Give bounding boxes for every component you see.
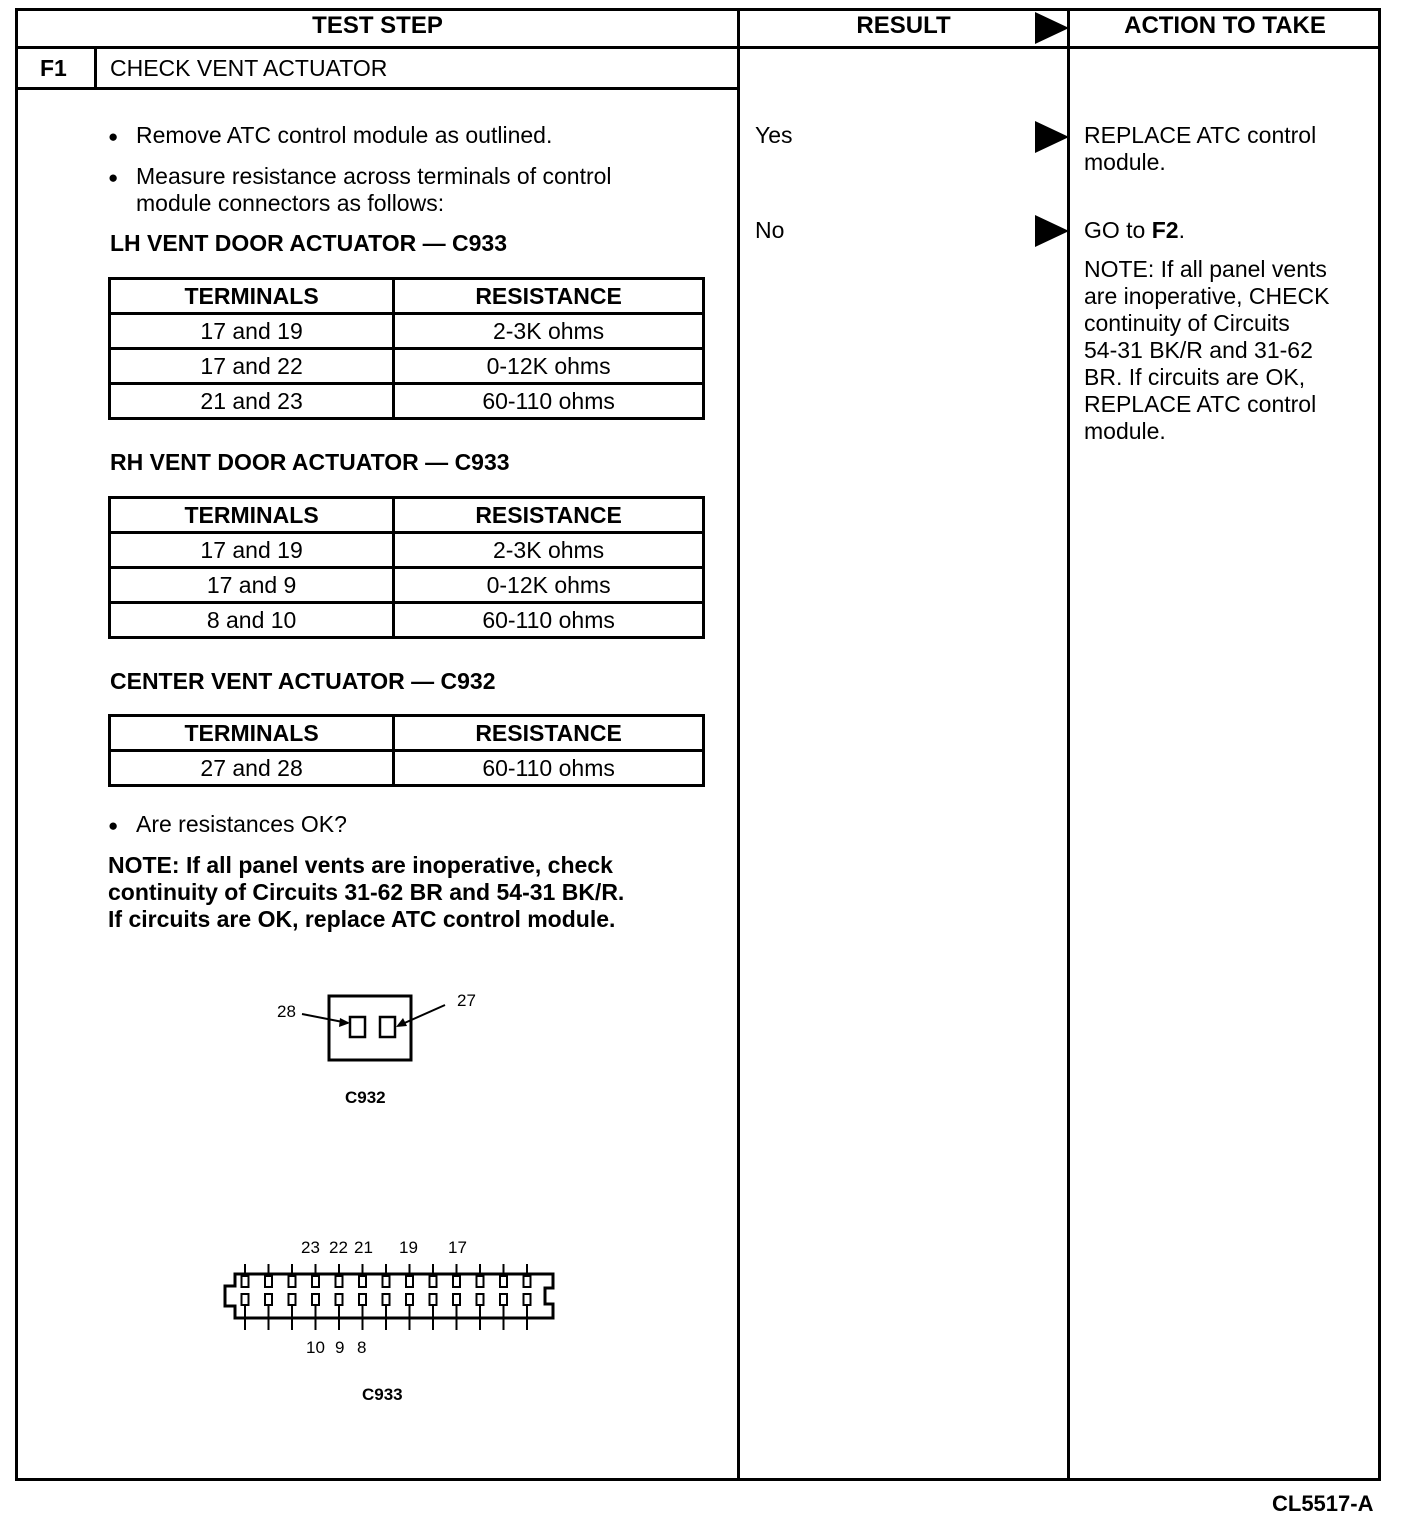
table-center-title: CENTER VENT ACTUATOR — C932 — [110, 668, 496, 694]
bullet-remove: ● Remove ATC control module as outlined. — [136, 122, 552, 149]
cell: 0-12K ohms — [394, 568, 704, 603]
c933-pin-socket — [312, 1276, 319, 1287]
table-center-col1: TERMINALS — [110, 716, 394, 751]
action-note-line: BR. If circuits are OK, — [1084, 364, 1306, 390]
bullet-measure — [136, 163, 612, 217]
cell: 17 and 19 — [110, 533, 394, 568]
cell: 27 and 28 — [110, 751, 394, 786]
c933-pin-socket — [289, 1294, 296, 1305]
c933-pin-socket — [406, 1276, 413, 1287]
action-note-line: REPLACE ATC control — [1084, 391, 1317, 417]
cell: 21 and 23 — [110, 384, 394, 419]
table-rh-col1: TERMINALS — [110, 498, 394, 533]
c933-pin-socket — [265, 1294, 272, 1305]
c933-pin-socket — [336, 1294, 343, 1305]
table-lh-title: LH VENT DOOR ACTUATOR — C933 — [110, 230, 507, 256]
c933-connector-diagram — [215, 1258, 565, 1338]
c933-pin-socket — [359, 1294, 366, 1305]
table-center-col2: RESISTANCE — [394, 716, 704, 751]
table-center — [108, 714, 705, 787]
action-yes-line1: REPLACE ATC control — [1084, 122, 1317, 148]
c932-label: C932 — [345, 1088, 386, 1107]
action-note-line: are inoperative, CHECK — [1084, 283, 1330, 309]
c933-top-pin-22: 22 — [329, 1238, 348, 1257]
table-row — [110, 568, 704, 603]
action-note-line: NOTE: If all panel vents — [1084, 256, 1327, 282]
c933-pin-socket — [500, 1276, 507, 1287]
action-yes-line2: module. — [1084, 149, 1166, 175]
c933-pin-socket — [406, 1294, 413, 1305]
c933-top-pin-21: 21 — [354, 1238, 373, 1257]
action-no-suffix: . — [1178, 217, 1185, 243]
c933-pin-socket — [242, 1294, 249, 1305]
c933-pin-socket — [430, 1294, 437, 1305]
table-rh-title: RH VENT DOOR ACTUATOR — C933 — [110, 449, 510, 475]
c933-top-pin-19: 19 — [399, 1238, 418, 1257]
table-row — [110, 314, 704, 349]
c933-pin-socket — [500, 1294, 507, 1305]
c933-pin-socket — [524, 1294, 531, 1305]
table-row — [110, 533, 704, 568]
cell: 2-3K ohms — [394, 314, 704, 349]
header-arrow-icon — [1035, 12, 1069, 44]
step-title: CHECK VENT ACTUATOR — [110, 55, 388, 81]
header-test-step: TEST STEP — [312, 12, 443, 39]
c933-pin-socket — [383, 1276, 390, 1287]
table-row — [110, 349, 704, 384]
table-rh-col2: RESISTANCE — [394, 498, 704, 533]
figure-code: CL5517-A — [1272, 1491, 1374, 1516]
step-id: F1 — [40, 55, 67, 81]
c932-pin-28: 28 — [277, 1002, 296, 1021]
note-bold — [108, 852, 624, 933]
action-note-line: 54-31 BK/R and 31-62 — [1084, 337, 1313, 363]
c933-bottom-pin-10: 10 — [306, 1338, 325, 1357]
c933-pin-socket — [477, 1294, 484, 1305]
table-row — [110, 603, 704, 638]
action-yes — [1084, 122, 1316, 176]
c933-pin-socket — [312, 1294, 319, 1305]
c933-label: C933 — [362, 1385, 403, 1404]
cell: 8 and 10 — [110, 603, 394, 638]
c933-pin-socket — [336, 1276, 343, 1287]
table-row — [110, 751, 704, 786]
c933-pin-socket — [453, 1276, 460, 1287]
no-arrow-icon — [1035, 215, 1069, 247]
divider-result — [737, 8, 740, 1481]
note-line1: NOTE: If all panel vents are inoperative, check — [108, 852, 613, 878]
table-lh-col2: RESISTANCE — [394, 279, 704, 314]
step-id-divider — [94, 46, 97, 89]
header-rule — [15, 46, 1381, 49]
c933-pin-socket — [477, 1276, 484, 1287]
c933-pin-socket — [289, 1276, 296, 1287]
cell: 2-3K ohms — [394, 533, 704, 568]
bullet-measure-line2: module connectors as follows: — [136, 190, 445, 216]
table-lh-col1: TERMINALS — [110, 279, 394, 314]
result-yes: Yes — [755, 122, 793, 148]
c933-pin-socket — [265, 1276, 272, 1287]
c933-pin-socket — [359, 1276, 366, 1287]
c933-pin-socket — [383, 1294, 390, 1305]
step-rule — [15, 87, 738, 90]
note-line2: continuity of Circuits 31-62 BR and 54-31 BK/R. — [108, 879, 625, 905]
c933-pin-socket — [524, 1276, 531, 1287]
c933-pin-socket — [430, 1276, 437, 1287]
c933-bottom-pin-8: 8 — [357, 1338, 367, 1357]
cell: 60-110 ohms — [394, 751, 704, 786]
c932-pin-27: 27 — [457, 991, 476, 1010]
bullet-question: ● Are resistances OK? — [136, 811, 347, 838]
cell: 60-110 ohms — [394, 603, 704, 638]
c933-top-pin-17: 17 — [448, 1238, 467, 1257]
header-action: ACTION TO TAKE — [1124, 12, 1326, 39]
action-no — [1084, 217, 1185, 244]
action-no-prefix: GO to — [1084, 217, 1152, 243]
cell: 60-110 ohms — [394, 384, 704, 419]
action-no-target: F2 — [1151, 217, 1179, 243]
table-rh — [108, 496, 705, 639]
table-row — [110, 384, 704, 419]
c933-pin-socket — [453, 1294, 460, 1305]
result-no: No — [755, 217, 785, 243]
cell: 17 and 19 — [110, 314, 394, 349]
table-lh — [108, 277, 705, 420]
c933-top-pin-23: 23 — [301, 1238, 320, 1257]
cell: 17 and 9 — [110, 568, 394, 603]
cell: 0-12K ohms — [394, 349, 704, 384]
note-line3: If circuits are OK, replace ATC control module. — [108, 906, 616, 932]
action-note-line: continuity of Circuits — [1084, 310, 1290, 336]
cell: 17 and 22 — [110, 349, 394, 384]
c933-pin-socket — [242, 1276, 249, 1287]
yes-arrow-icon — [1035, 121, 1069, 153]
bullet-measure-line1: Measure resistance across terminals of control — [136, 163, 612, 189]
c933-bottom-pin-9: 9 — [335, 1338, 345, 1357]
action-note-line: module. — [1084, 418, 1166, 444]
header-result: RESULT — [856, 12, 951, 39]
action-note — [1084, 256, 1329, 445]
